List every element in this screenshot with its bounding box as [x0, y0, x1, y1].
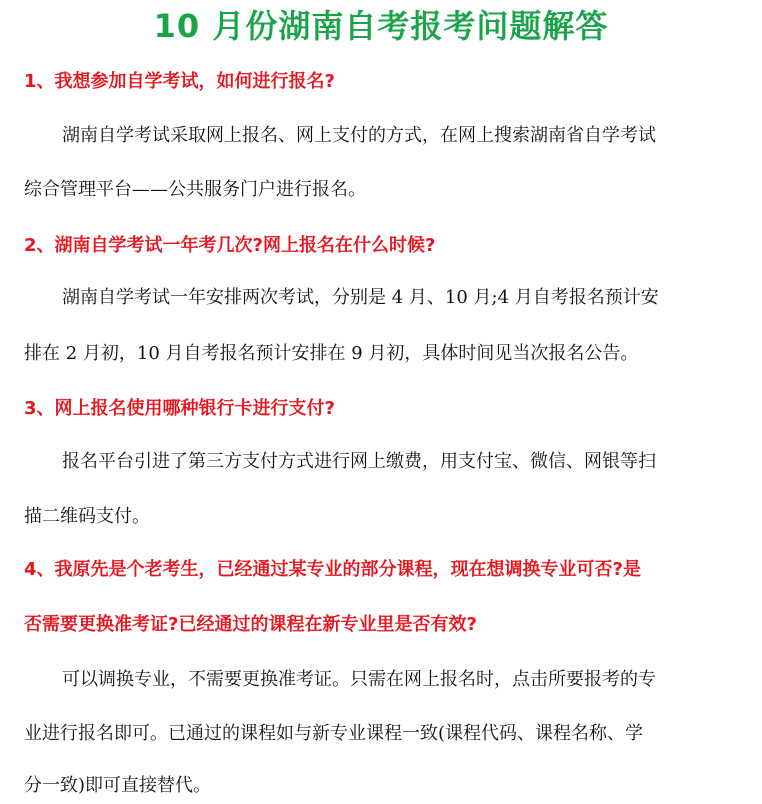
question-2-line-1: 2、湖南自学考试一年考几次?网上报名在什么时候?	[24, 235, 436, 256]
answer-4-line-1: 可以调换专业，不需要更换准考证。只需在网上报名时，点击所要报考的专	[62, 669, 656, 690]
answer-4-line-3: 分一致)即可直接替代。	[24, 775, 212, 796]
answer-1-line-2: 综合管理平台——公共服务门户进行报名。	[24, 179, 366, 200]
question-1-line-1: 1、我想参加自学考试，如何进行报名?	[24, 71, 335, 92]
question-4-line-2: 否需要更换准考证?已经通过的课程在新专业里是否有效?	[24, 614, 477, 635]
answer-3-line-1: 报名平台引进了第三方支付方式进行网上缴费，用支付宝、微信、网银等扫	[62, 451, 656, 472]
answer-3-line-2: 描二维码支付。	[24, 506, 150, 527]
answer-4-line-2: 业进行报名即可。已通过的课程如与新专业课程一致(课程代码、课程名称、学	[24, 723, 644, 744]
question-4-line-1: 4、我原先是个老考生，已经通过某专业的部分课程，现在想调换专业可否?是	[24, 559, 641, 580]
question-3-line-1: 3、网上报名使用哪种银行卡进行支付?	[24, 398, 335, 419]
answer-2-line-2: 排在 2 月初，10 月自考报名预计安排在 9 月初，具体时间见当次报名公告。	[24, 343, 639, 364]
page-title: 10 月份湖南自考报考问题解答	[153, 7, 609, 45]
answer-1-line-1: 湖南自学考试采取网上报名、网上支付的方式，在网上搜索湖南省自学考试	[62, 125, 656, 146]
answer-2-line-1: 湖南自学考试一年安排两次考试，分别是 4 月、10 月;4 月自考报名预计安	[62, 287, 659, 308]
